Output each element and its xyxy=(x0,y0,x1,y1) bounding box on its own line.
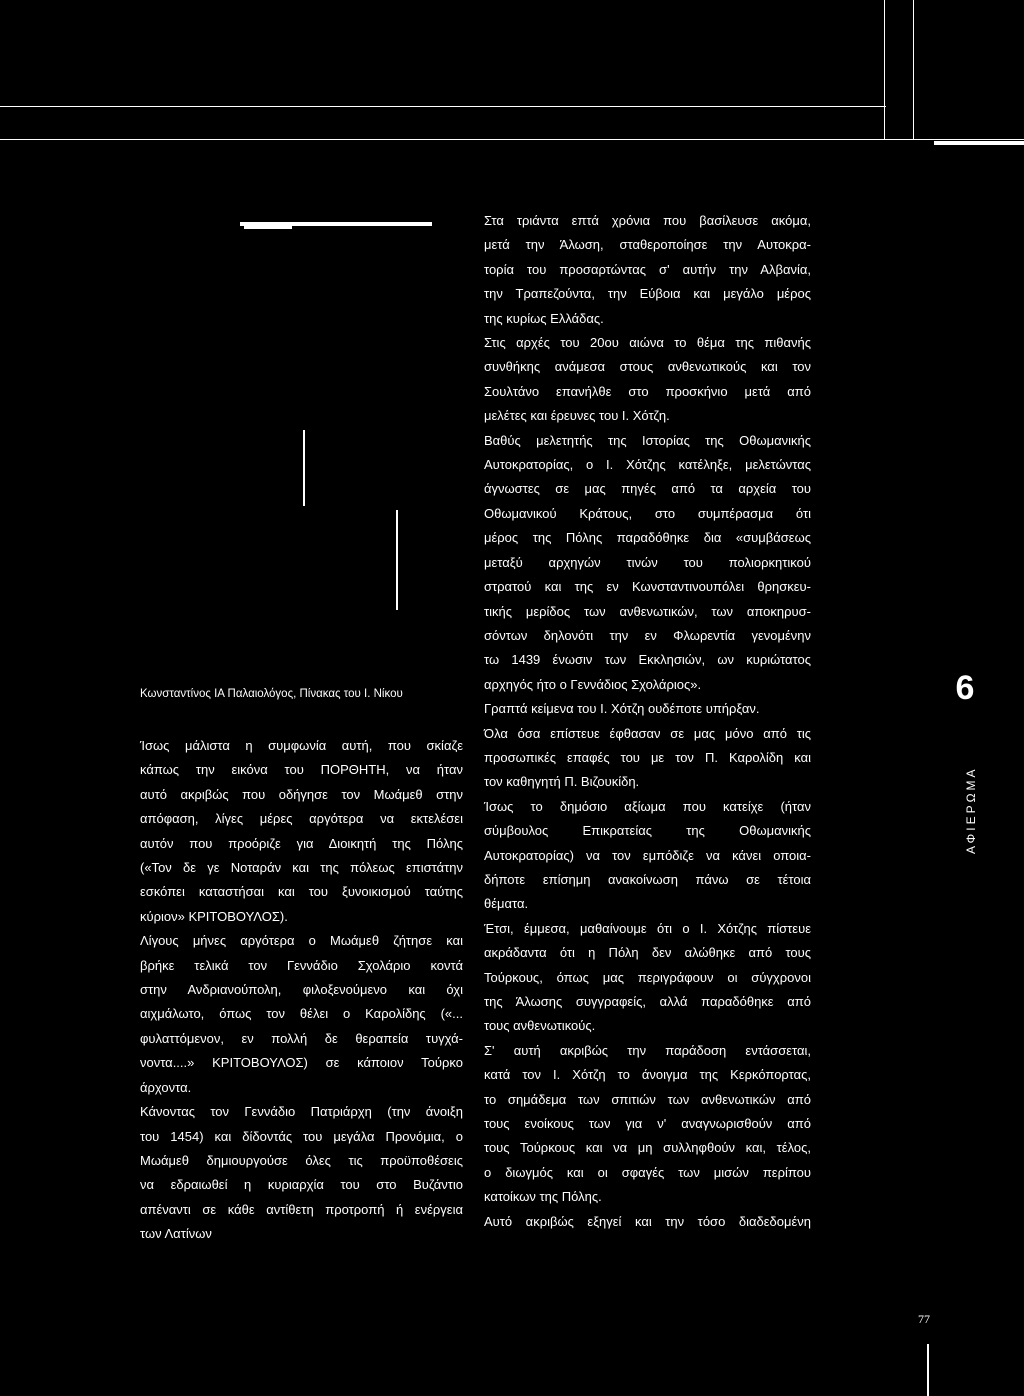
text-line: κάπως την εικόνα του ΠΟΡΘΗΤΗ, να ήταν xyxy=(140,762,463,778)
left-column xyxy=(140,734,463,1247)
header-rule-thick xyxy=(934,141,1024,145)
text-line: Ίσως μάλιστα η συμφωνία αυτή, που σκίαζε xyxy=(140,738,463,753)
text-line: Κάνοντας τον Γεννάδιο Πατριάρχη (την άνοιξη xyxy=(140,1104,463,1120)
painting-top-fragment xyxy=(244,226,292,229)
header-rule-vertical-right xyxy=(913,0,914,140)
text-line: Λίγους μήνες αργότερα ο Μωάμεθ ζήτησε και xyxy=(140,933,463,949)
text-line: μετά την Άλωση, σταθεροποίησε την Αυτοκρα- xyxy=(484,237,811,253)
text-line: στρατού και της εν Κωνσταντινουπόλει θρησκευ- xyxy=(484,579,811,595)
text-line: μεταξύ αρχηγών τινών του πολιορκητικού xyxy=(484,554,811,570)
text-line: της Άλωσης συγγραφείς, αλλά παραδόθηκε από xyxy=(484,994,811,1009)
text-line: σόντων δηλονότι την εν Φλωρεντία γενομένην xyxy=(484,627,811,643)
text-line: απόφαση, λίγες μέρες αργότερα να εκτελέσει xyxy=(140,811,463,827)
text-line: Αυτό ακριβώς εξηγεί και την τόσο διαδεδομένη xyxy=(484,1213,811,1229)
text-line: Γραπτά κείμενα του Ι. Χότζη ουδέποτε υπήρξαν. xyxy=(484,701,760,717)
text-line: Όλα όσα επίστευε έφθασαν σε μας μόνο από τις xyxy=(484,725,811,741)
text-line: προσωπικές επαφές του με τον Π. Καρολίδη και xyxy=(484,749,811,765)
text-line: κατά τον Ι. Χότζη το άνοιγμα της Κερκόπορτας, xyxy=(484,1067,811,1083)
text-line: άγνωστες σε μας πηγές από τα αρχεία του xyxy=(484,481,811,497)
painting-stroke-1 xyxy=(303,430,305,506)
text-line: Στις αρχές του 20ου αιώνα το θέμα της πιθανής xyxy=(484,335,811,351)
text-line: Αυτοκρατορίας, ο Ι. Χότζης κατέληξε, μελετώντας xyxy=(484,457,811,473)
text-line: του 1454) και δίδοντάς του μεγάλα Προνόμια, ο xyxy=(140,1128,463,1144)
section-label: ΑΦΙΕΡΩΜΑ xyxy=(964,766,978,854)
text-line: μέρος της Πόλης παραδόθηκε δια «συμβάσεως xyxy=(484,530,811,546)
text-line: της κυρίως Ελλάδας. xyxy=(484,310,604,326)
text-line: βρήκε τελικά τον Γεννάδιο Σχολάριο κοντά xyxy=(140,957,463,973)
image-caption: Κωνσταντίνος ΙΑ Παλαιολόγος, Πίνακας του Ι. Νίκου xyxy=(140,688,403,700)
text-line: κύριον» ΚΡΙΤΟΒΟΥΛΟΣ). xyxy=(140,908,288,924)
text-line: τικής μερίδος των ανθενωτικών, των αποκηρυσ- xyxy=(484,603,811,619)
text-line: αιχμάλωτο, όπως τον θέλει ο Καρολίδης («... xyxy=(140,1006,463,1022)
text-line: τον καθηγητή Π. Βιζουκίδη. xyxy=(484,774,640,790)
text-line: ο διωγμός και οι σφαγές των μισών περίπου xyxy=(484,1164,811,1180)
text-line: Σ' αυτή ακριβώς την παράδοση εντάσσεται, xyxy=(484,1042,811,1058)
text-line: τους ενοίκους των για ν' αναγνωρισθούν από xyxy=(484,1116,811,1132)
header-rule-top xyxy=(0,106,886,107)
text-line: Μωάμεθ δημιουργούσε όλες τις προϋποθέσεις xyxy=(140,1152,463,1168)
text-line: τω 1439 ένωσιν των Εκκλησιών, ων κυριώτατος xyxy=(484,652,811,668)
text-line: Σουλτάνο επανήλθε στο προσκήνιο μετά από xyxy=(484,383,811,399)
header-rule-vertical-left xyxy=(884,0,885,140)
text-line: δήποτε επίσημη ανακοίνωση πάνω σε τέτοια xyxy=(484,871,811,887)
text-line: Οθωμανικού Κράτους, στο συμπέρασμα ότι xyxy=(484,505,811,521)
text-line: θέματα. xyxy=(484,896,529,912)
text-line: των Λατίνων xyxy=(140,1226,212,1242)
text-line: αρχηγός ήτο ο Γεννάδιος Σχολάριος». xyxy=(484,676,702,692)
issue-number: 6 xyxy=(955,669,975,707)
text-line: μελέτες και έρευνες του Ι. Χότζη. xyxy=(484,408,670,424)
text-line: Αυτοκρατορίας) να τον εμπόδιζε να κάνει οποια- xyxy=(484,847,811,863)
text-line: απέναντι σε κάθε αντίθετη προτροπή ή ενέργεια xyxy=(140,1201,463,1217)
text-line: τους ανθενωτικούς. xyxy=(484,1018,596,1034)
text-line: αυτό ακριβώς που οδήγησε τον Μωάμεθ στην xyxy=(140,786,463,802)
text-line: τους Τούρκους και να μη συλληφθούν και, τέλος, xyxy=(484,1140,811,1156)
text-line: Έτσι, έμμεσα, μαθαίνουμε ότι ο Ι. Χότζης πίστευε xyxy=(484,920,811,936)
text-line: κατοίκων της Πόλης. xyxy=(484,1189,602,1205)
painting xyxy=(240,222,432,642)
text-line: αυτόν που προόριζε για Διοικητή της Πόλης xyxy=(140,835,463,851)
text-line: («Τον δε γε Νοταράν και της πόλεως επιστάτην xyxy=(140,860,463,876)
text-line: Βαθύς μελετητής της Ιστορίας της Οθωμανικής xyxy=(484,432,811,448)
text-line: άρχοντα. xyxy=(140,1079,192,1095)
text-line: συνθήκης ανάμεσα στους ανθενωτικούς και τον xyxy=(484,359,811,375)
text-line: φυλαττόμενον, εν πολλή δε θεραπεία τυγχά- xyxy=(140,1030,463,1046)
text-line: να εδραιωθεί η κυριαρχία του στο Βυζάντιο xyxy=(140,1177,463,1193)
text-line: νοντα....» ΚΡΙΤΟΒΟΥΛΟΣ) σε κάποιον Τούρκο xyxy=(140,1055,463,1071)
text-line: στην Ανδριανούπολη, φιλοξενούμενο και όχι xyxy=(140,982,463,998)
text-line: Ίσως το δημόσιο αξίωμα που κατείχε (ήταν xyxy=(484,798,811,814)
header-rule-bottom xyxy=(0,139,1024,140)
page-number: 77 xyxy=(918,1312,930,1326)
painting-stroke-2 xyxy=(396,510,398,610)
text-line: ακράδαντα ότι η Πόλη δεν αλώθηκε από τους xyxy=(484,945,811,961)
text-line: τορία του προσαρτώντας σ' αυτήν την Αλβανία, xyxy=(484,261,811,277)
text-line: Στα τριάντα επτά χρόνια που βασίλευσε ακόμα, xyxy=(484,213,811,228)
text-line: εσκόπει καταστήσαι και του ξυνοικισμού ταύτης xyxy=(140,884,463,900)
text-line: την Τραπεζούντα, την Εύβοια και μεγάλο μέρος xyxy=(484,286,811,302)
text-line: σύμβουλος Επικρατείας της Οθωμανικής xyxy=(484,823,811,839)
text-line: Τούρκους, όπως μας περιγράφουν οι σύγχρονοι xyxy=(484,969,811,985)
text-line: το σημάδεμα των σπιτιών των ανθενωτικών από xyxy=(484,1091,811,1107)
footer-rule-vertical xyxy=(927,1344,929,1396)
right-column xyxy=(484,209,811,1234)
